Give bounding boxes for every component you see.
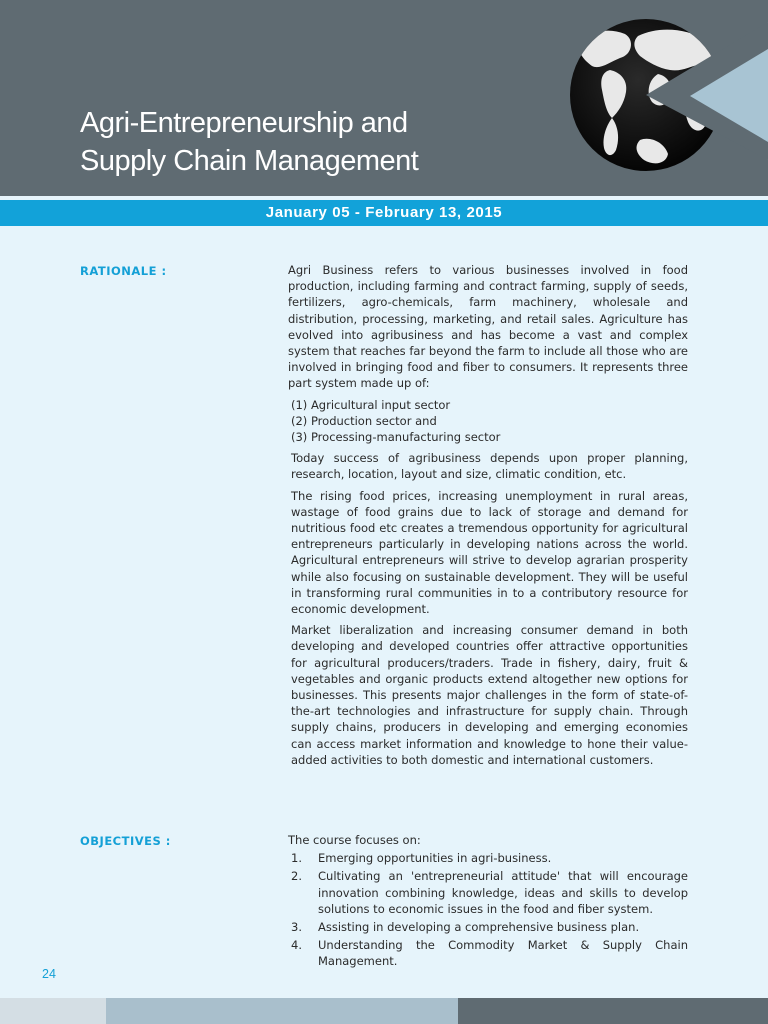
list-item-number: 4. xyxy=(291,938,302,953)
rationale-intro: Agri Business refers to various businesses involved in food production, including farming and contract farming, supply of seeds, fertilizers, agro-chemicals, farm machinery, wholesale and distribution, processing, marketing, and retail sales. Agriculture has evolved into agribusiness and has become a vast and complex system that reaches far beyond the farm to include all those who are involved in bringing food and fiber to consumers. It represents three part system made up of: xyxy=(288,263,688,391)
sector-list xyxy=(288,397,688,446)
footer-segment-light xyxy=(0,998,106,1024)
rationale-paragraph: Today success of agribusiness depends upon proper planning, research, location, layout and size, climatic condition, etc. xyxy=(291,451,688,482)
footer-segment-dark xyxy=(458,998,768,1024)
date-range-banner: January 05 - February 13, 2015 xyxy=(0,200,768,226)
list-item-text: Cultivating an 'entrepreneurial attitude' that will encourage innovation combining knowledge, ideas and skills to develop solutions to economic issues in the food and fiber system. xyxy=(318,869,688,916)
title-line-2: Supply Chain Management xyxy=(80,145,419,177)
sector-item: (3) Processing-manufacturing sector xyxy=(291,430,501,445)
footer-segment-mid xyxy=(106,998,458,1024)
rationale-label: RATIONALE : xyxy=(80,264,167,278)
footer-band xyxy=(0,998,768,1024)
objectives-label: OBJECTIVES : xyxy=(80,834,171,848)
list-item xyxy=(288,937,688,969)
list-item xyxy=(288,919,688,935)
sector-item: (1) Agricultural input sector xyxy=(291,397,451,412)
rationale-section xyxy=(288,262,688,773)
list-item-number: 1. xyxy=(291,851,302,866)
objectives-list xyxy=(288,850,688,969)
list-item-text: Assisting in developing a comprehensive business plan. xyxy=(318,920,640,935)
list-item-number: 2. xyxy=(291,869,302,884)
header-banner xyxy=(0,0,768,196)
page-title xyxy=(80,104,418,180)
globe-icon xyxy=(540,0,768,196)
objectives-section xyxy=(288,832,688,972)
list-item xyxy=(288,868,688,917)
objectives-intro: The course focuses on: xyxy=(288,833,421,847)
page-number: 24 xyxy=(42,967,56,981)
list-item xyxy=(288,850,688,866)
rationale-paragraph: The rising food prices, increasing unemployment in rural areas, wastage of food grains due to lack of storage and demand for nutritious food etc creates a tremendous opportunity for agricultural entrepreneurs particularly in developing nations across the world. Agricultural entrepreneurs will strive to develop agrarian prosperity while also focusing on sustainable development. They will be useful in transforming rural communities in to a contributory resource for economic development. xyxy=(291,488,688,617)
title-line-1: Agri-Entrepreneurship and xyxy=(80,107,408,139)
list-item-text: Emerging opportunities in agri-business. xyxy=(318,851,552,866)
sector-item: (2) Production sector and xyxy=(291,413,437,428)
list-item-text: Understanding the Commodity Market & Supply Chain Management. xyxy=(318,938,688,969)
list-item-number: 3. xyxy=(291,920,302,935)
rationale-paragraph: Market liberalization and increasing consumer demand in both developing and developed countries offer attractive opportunities for agricultural producers/traders. Trade in fishery, dairy, fruit & vegetables and organic products extend altogether new options for businesses. This presents major challenges in the form of state-of-the-art technologies and infrastructure for supply chain. Through supply chains, producers in developing and emerging economies can access market information and knowledge to hone their value-added activities to both domestic and international customers. xyxy=(291,623,688,767)
